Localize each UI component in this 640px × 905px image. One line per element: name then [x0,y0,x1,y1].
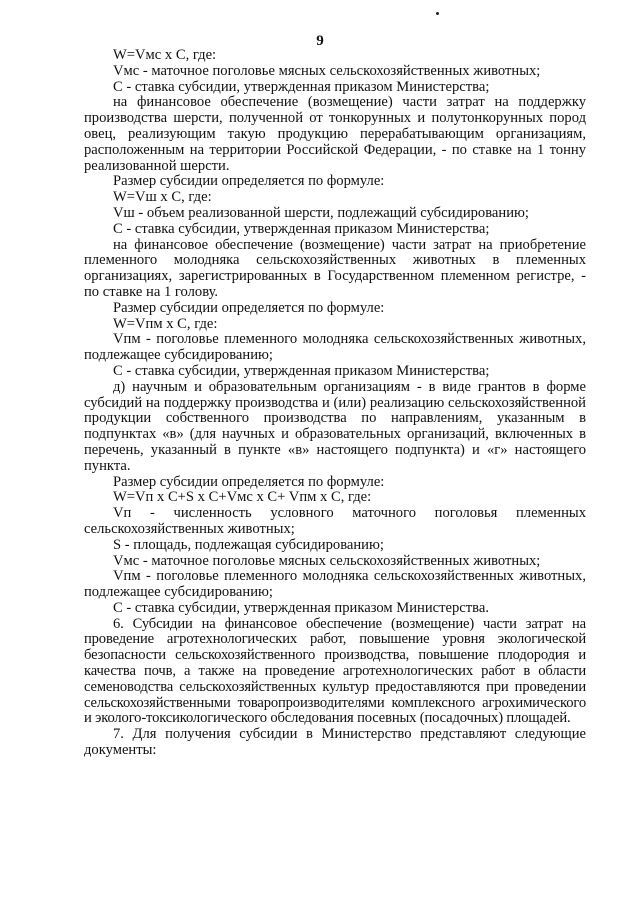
scan-speck [436,12,439,15]
paragraph: C - ставка субсидии, утвержденная приказом Министерства; [113,220,490,237]
paragraph: W=Vмс x C, где: [113,47,217,63]
document-body [84,48,586,759]
paragraph: W=Vп x C+S x C+Vмс x C+ Vпм x C, где: [113,489,372,506]
paragraph: Vш - объем реализованной шерсти, подлежащий субсидированию; [113,204,529,221]
paragraph: Размер субсидии определяется по формуле: [113,173,385,190]
page-number: 9 [316,33,324,49]
paragraph: Vмс - маточное поголовье мясных сельскохозяйственных животных; [113,62,541,79]
paragraph: Vмс - маточное поголовье мясных сельскохозяйственных животных; [113,552,541,569]
paragraph: 6. Субсидии на финансовое обеспечение (возмещение) части затрат на проведение агротехнологических работ, повышение уровня экологической безопасности сельскохозяйственного производства, повышение плодородия и качества почв, а также на проведение агротехнологических работ в области семеноводства сельскохозяйственных культур предоставляются при проведении сельскохозяйственными товаропроизводителями комплексного агрохимического и эколого-токсикологического обследования посевных (посадочных) площадей. [84,615,586,727]
paragraph: Размер субсидии определяется по формуле: [113,299,385,316]
paragraph: Vп - численность условного маточного поголовья племенных сельскохозяйственных животных; [84,505,586,537]
paragraph: 7. Для получения субсидии в Министерство представляют следующие документы: [84,726,586,759]
paragraph: Vпм - поголовье племенного молодняка сельскохозяйственных животных, подлежащее субсидированию; [84,568,586,601]
paragraph: S - площадь, подлежащая субсидированию; [113,536,384,553]
paragraph: C - ставка субсидии, утвержденная приказом Министерства. [113,599,489,616]
paragraph: на финансовое обеспечение (возмещение) части затрат на приобретение племенного молодняка сельскохозяйственных животных в племенных организациях, зарегистрированных в Государственном племенном регистре, - по ставке на 1 голову. [84,236,586,300]
paragraph: C - ставка субсидии, утвержденная приказом Министерства; [113,362,490,379]
paragraph: C - ставка субсидии, утвержденная приказом Министерства; [113,78,490,95]
paragraph: Размер субсидии определяется по формуле: [113,473,385,490]
paragraph: на финансовое обеспечение (возмещение) части затрат на поддержку производства шерсти, полученной от тонкорунных и полутонкорунных пород овец, реализующим такую продукцию перерабатывающим организациям, расположенным на территории Российской Федерации, - по ставке на 1 тонну реализованной шерсти. [84,94,586,174]
paragraph: д) научным и образовательным организациям - в виде грантов в форме субсидий на поддержку производства и (или) реализацию сельскохозяйственной продукции собственного производства по направлениям, указанным в подпунктах «в» (для научных и образовательных организаций, включенных в перечень, указанный в пункте «в» настоящего подпункта) и «г» настоящего пункта. [84,378,586,474]
paragraph: Vпм - поголовье племенного молодняка сельскохозяйственных животных, подлежащее субсидированию; [84,331,586,364]
paragraph: W=Vш x C, где: [113,189,212,206]
paragraph: W=Vпм x C, где: [113,315,218,332]
